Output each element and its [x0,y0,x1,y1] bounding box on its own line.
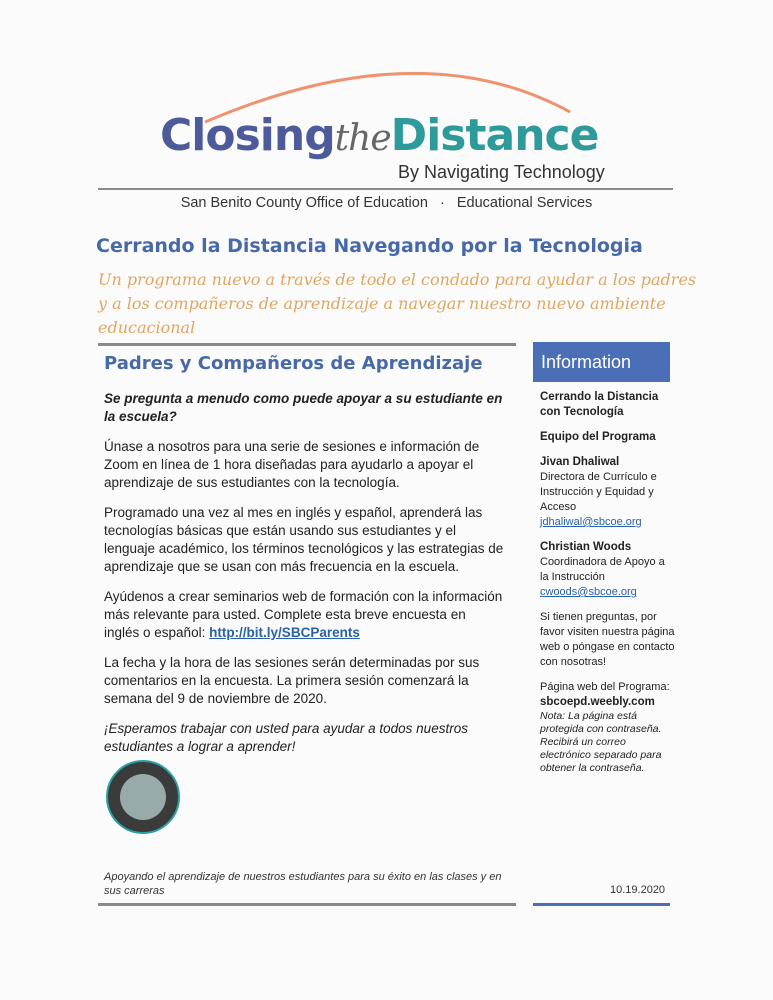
footer-text: Apoyando el aprendizaje de nuestros estudiantes para su éxito en las clases y en sus carreras [104,871,502,897]
footer-divider [98,903,516,906]
footer-date: 10.19.2020 [610,884,666,896]
main-divider [98,343,516,346]
team-heading: Equipo del Programa [540,431,656,443]
paragraph-text: Ayúdenos a crear seminarios web de formación con la información más relevante para usted. Complete esta breve encuesta en inglés o español: [104,589,503,640]
contact-email-link[interactable]: cwoods@sbcoe.org [540,586,637,598]
main-content [104,390,504,768]
header-divider [98,188,673,190]
logo-distance: Distance [390,110,599,161]
program-name: Cerrando la Distancia con Tecnología [540,391,659,418]
survey-link[interactable]: http://bit.ly/SBCParents [209,625,360,640]
paragraph: Programado una vez al mes en inglés y español, aprenderá las tecnologías básicas que están usando sus estudiantes y el lenguaje académico, los términos tecnológicos y las estrategias de aprendizaje que se usan con más frecuencia en la escuela. [104,505,504,574]
paragraph [104,588,504,642]
contact [540,455,675,530]
organization: San Benito County Office of Education · Educational Services [180,195,593,211]
logo-the: the [334,118,391,159]
question: Se pregunta a menudo como puede apoyar a su estudiante en la escuela? [104,391,503,424]
contact-name: Jivan Dhaliwal [540,456,620,468]
paragraph: Únase a nosotros para una serie de sesiones e información de Zoom en línea de 1 hora diseñadas para ayudarlo a apoyar el aprendizaje de sus estudiantes con la tecnología. [104,439,480,490]
tagline: By Navigating Technology [398,162,605,182]
contact-role: Directora de Currículo e Instrucción y Equidad y Acceso [540,471,657,513]
spanish-subtitle: Un programa nuevo a través de todo el condado para ayudar a los padres y a los compañeros de aprendizaje a navegar nuestro nuevo ambiente educacional [98,270,697,337]
contact-role: Coordinadora de Apoyo a la Instrucción [540,556,665,583]
closing: ¡Esperamos trabajar con usted para ayudar a todos nuestros estudiantes a lograr a aprender! [104,721,468,754]
web-url[interactable]: sbcoepd.weebly.com [540,696,655,708]
spanish-title: Cerrando la Distancia Navegando por la Tecnologia [96,235,643,257]
contact-name: Christian Woods [540,541,632,553]
web-label: Página web del Programa: [540,681,670,693]
seal-emblem-icon [120,774,166,820]
logo [160,110,598,161]
sidebar [540,390,675,775]
password-note: Nota: La página está protegida con contraseña. Recibirá un correo electrónico separado para obtener la contraseña. [540,710,662,774]
questions-text: Si tienen preguntas, por favor visiten nuestra página web o póngase en contacto con nosotras! [540,611,675,668]
footer-accent-bar [533,903,670,906]
sidebar-heading: Information [533,342,670,382]
contact-email-link[interactable]: jdhaliwal@sbcoe.org [540,516,642,528]
contact [540,540,675,600]
county-seal [106,760,180,834]
paragraph: La fecha y la hora de las sesiones serán determinadas por sus comentarios en la encuesta. La primera sesión comenzará la semana del 9 de noviembre de 2020. [104,655,480,706]
main-title: Padres y Compañeros de Aprendizaje [104,353,483,374]
logo-arc [0,0,773,200]
logo-closing: Closing [160,110,335,161]
